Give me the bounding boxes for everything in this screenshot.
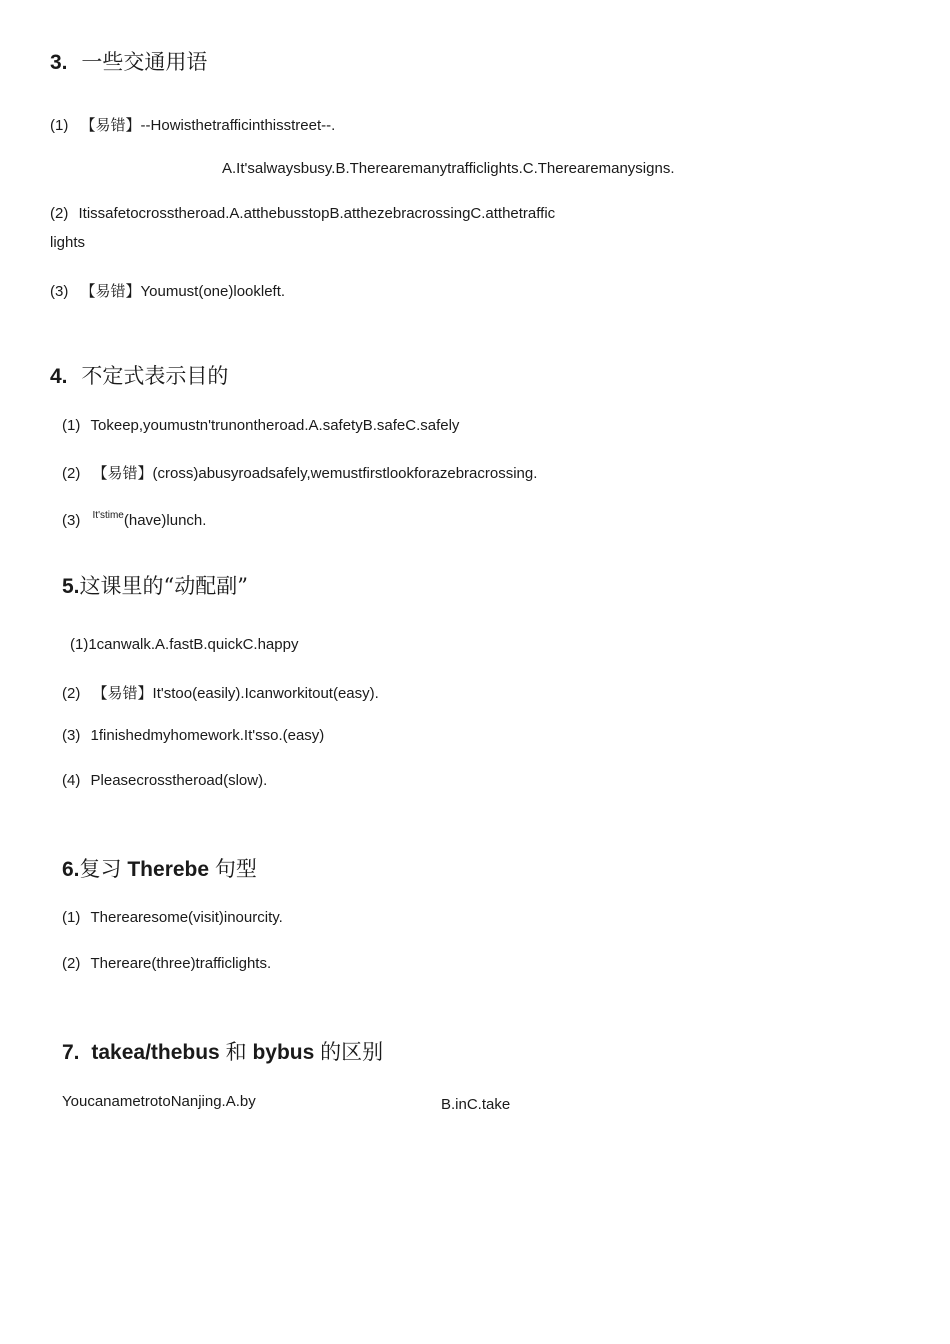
question-number: (1): [50, 117, 69, 134]
error-prone-tag: 【易错】: [92, 684, 153, 702]
s4-question-3: [62, 512, 206, 529]
question-number: (2): [62, 955, 81, 972]
question-text: Therearesome(visit)inourcity.: [90, 909, 283, 926]
question-text: Youmust(one)lookleft.: [140, 283, 286, 300]
s3-question-1: [50, 114, 335, 135]
question-number: (2): [62, 685, 81, 702]
s5-question-2: [62, 682, 379, 703]
section-title: 不定式表示目的: [81, 364, 229, 388]
section-5-heading: [62, 570, 248, 600]
s5-question-4: [62, 772, 267, 789]
section-6-heading: [62, 853, 257, 883]
question-text: (have)lunch.: [123, 512, 207, 529]
s3-question-2-continuation: lights: [50, 234, 86, 251]
section-4-heading: [50, 360, 228, 390]
question-text: Pleasecrosstheroad(slow).: [90, 772, 268, 789]
question-number: (2): [62, 465, 81, 482]
error-prone-tag: 【易错】: [80, 282, 141, 300]
section-3-heading: [50, 46, 207, 76]
s6-question-2: [62, 955, 271, 972]
s7-question-1: YoucanametrotoNanjing.A.by: [62, 1093, 256, 1110]
question-text: 1finishedmyhomework.It'sso.(easy): [90, 727, 325, 744]
section-title-suffix: 句型: [214, 857, 257, 881]
section-number: 5.: [62, 575, 80, 598]
section-title-keyword: Therebe: [127, 858, 210, 881]
section-number: 7.: [62, 1041, 80, 1064]
section-number: 3.: [50, 51, 68, 74]
s3-question-2: [50, 205, 555, 222]
s3-question-1-options: A.It'salwaysbusy.B.Therearemanytrafficlights.C.Therearemanysigns.: [222, 160, 675, 177]
s4-question-2: [62, 462, 537, 483]
error-prone-tag: 【易错】: [92, 464, 153, 482]
section-7-heading: [62, 1036, 383, 1066]
question-number: (4): [62, 772, 81, 789]
s6-question-1: [62, 909, 283, 926]
s4-question-1: [62, 417, 459, 434]
question-text: --Howisthetrafficinthisstreet--.: [140, 117, 336, 134]
question-text: (cross)abusyroadsafely,wemustfirstlookforazebracrossing.: [152, 465, 538, 482]
section-title-quoted: “动配副”: [163, 574, 248, 598]
section-number: 6.: [62, 858, 80, 881]
question-text: It'stoo(easily).Icanworkitout(easy).: [152, 685, 379, 702]
section-title-keyword-a: takea/thebus: [91, 1041, 220, 1064]
question-number: (3): [50, 283, 69, 300]
section-title: 复习: [79, 857, 122, 881]
section-number: 4.: [50, 365, 68, 388]
s5-question-3: [62, 727, 324, 744]
section-title: 这课里的: [79, 574, 164, 598]
question-number: (3): [62, 727, 81, 744]
s3-question-3: [50, 280, 285, 301]
s7-question-1-options-cut: B.inC.take: [441, 1096, 511, 1110]
question-text: Thereare(three)trafficlights.: [90, 955, 272, 972]
question-number: (1): [62, 417, 81, 434]
section-title-suffix: 的区别: [320, 1040, 384, 1064]
question-number: (3): [62, 512, 81, 529]
s5-question-1: (1)1canwalk.A.fastB.quickC.happy: [70, 636, 299, 653]
question-number: (1): [62, 909, 81, 926]
question-text: Tokeep,youmustn'trunontheroad.A.safetyB.safeC.safely: [90, 417, 460, 434]
section-title-connector: 和: [225, 1040, 247, 1064]
error-prone-tag: 【易错】: [80, 116, 141, 134]
question-number: (2): [50, 205, 69, 222]
superscript-text: It'stime: [92, 510, 124, 521]
section-title-keyword-b: bybus: [252, 1041, 315, 1064]
section-title: 一些交通用语: [81, 50, 208, 74]
question-text: Itissafetocrosstheroad.A.atthebusstopB.atthezebracrossingC.atthetraffic: [78, 205, 556, 222]
